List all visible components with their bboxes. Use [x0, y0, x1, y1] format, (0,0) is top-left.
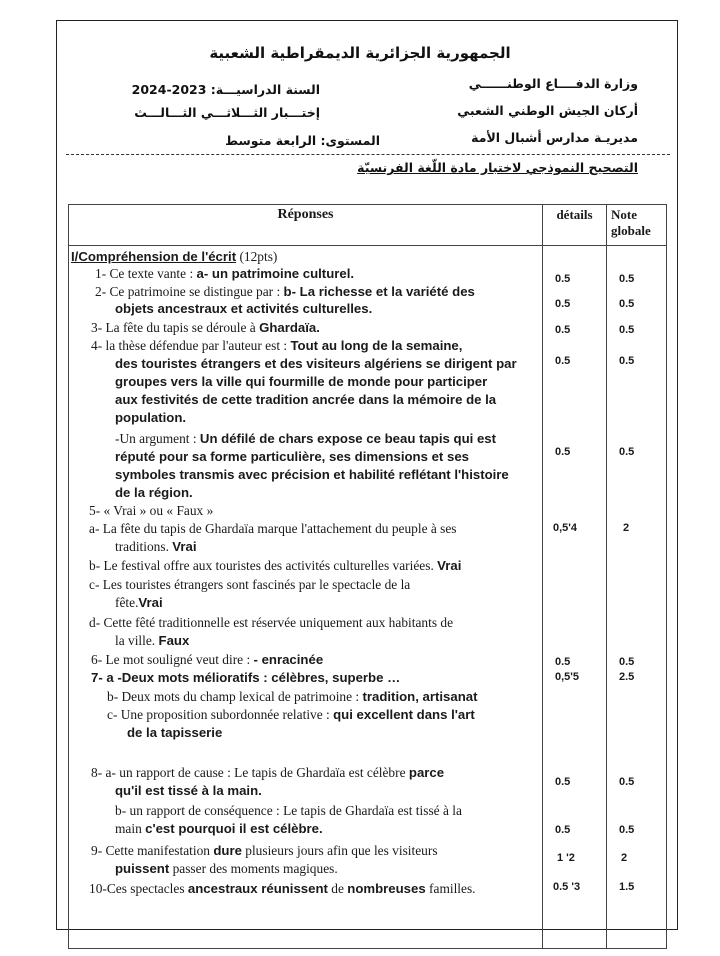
answer-q5: 5- « Vrai » ou « Faux »: [89, 503, 214, 518]
table-body-row: [69, 246, 667, 949]
answer-q4: 4- la thèse défendue par l'auteur est : Tout au long de la semaine,: [91, 338, 463, 353]
answers-table: [68, 204, 667, 949]
answer-q5b: b- Le festival offre aux touristes des activités culturelles variées. Vrai: [89, 558, 462, 573]
note-header-line2: globale: [611, 223, 651, 238]
note-header: [607, 205, 667, 246]
note-value: 0.5: [619, 324, 635, 336]
note-value: 2: [623, 522, 630, 534]
answer-q8b-cont: main c'est pourquoi il est célèbre.: [115, 821, 323, 836]
level-label: المستوى: الرابعة متوسط: [225, 133, 380, 148]
note-value: 0.5: [619, 355, 635, 367]
detail-value: 0.5: [555, 324, 571, 336]
answer-q7c-cont: de la tapisserie: [127, 725, 223, 740]
detail-value: 0.5: [555, 824, 571, 836]
detail-value: 0.5: [555, 355, 571, 367]
detail-value: 0.5 '3: [553, 881, 581, 893]
directorate-label: مديريـة مدارس أشبال الأمة: [471, 130, 638, 145]
note-value: 0.5: [619, 656, 635, 668]
republic-title: الجمهورية الجزائرية الديمقراطية الشعبية: [209, 44, 511, 62]
answer-q8a-cont: qu'il est tissé à la main.: [115, 783, 262, 798]
answer-q7a: 7- a -Deux mots mélioratifs : célèbres, superbe …: [91, 670, 401, 685]
notes-cell: [607, 246, 667, 949]
answer-q7b: b- Deux mots du champ lexical de patrimoine : tradition, artisanat: [107, 689, 478, 704]
responses-header: Réponses: [69, 205, 543, 246]
subject-title: التصحيح النموذجي لاختبار مادة اللّغة الفرنسيّة: [357, 160, 638, 175]
answer-q9: 9- Cette manifestation dure plusieurs jours afin que les visiteurs: [91, 843, 438, 858]
answer-q4-l4: aux festivités de cette tradition ancrée dans la mémoire de la: [115, 392, 497, 407]
answer-q4-argument: -Un argument : Un défilé de chars expose ce beau tapis qui est: [115, 431, 497, 446]
answer-q7c: c- Une proposition subordonnée relative : qui excellent dans l'art: [107, 707, 475, 722]
detail-value: 0.5: [555, 446, 571, 458]
details-header: détails: [543, 205, 607, 246]
detail-value: 0.5: [555, 273, 571, 285]
section-title: I/Compréhension de l'écrit (12pts): [71, 249, 278, 264]
detail-value: 0,5'4: [553, 522, 578, 534]
answer-q5d-cont: la ville. Faux: [115, 633, 190, 648]
answer-q5d: d- Cette fêté traditionnelle est réservée uniquement aux habitants de: [89, 615, 454, 630]
answer-q6: 6- Le mot souligné veut dire : - enracinée: [91, 652, 324, 667]
note-value: 0.5: [619, 273, 635, 285]
answer-q4-arg3: symboles transmis avec précision et habilité reflétant l'histoire: [115, 467, 509, 482]
note-value: 2.5: [619, 671, 635, 683]
responses-cell: [69, 246, 543, 949]
details-cell: [543, 246, 607, 949]
ministry-label: وزارة الدفــــاع الوطنــــــي: [468, 76, 638, 91]
note-value: 0.5: [619, 824, 635, 836]
answer-q4-l3: groupes vers la ville qui fourmille de monde pour participer: [115, 374, 488, 389]
answer-q4-l5: population.: [115, 410, 187, 425]
exam-label: إختـــبار الثـــلاثـــي الثـــالـــث: [134, 105, 320, 120]
staff-label: أركان الجيش الوطني الشعبي: [457, 103, 638, 118]
note-header-line1: Note: [611, 207, 637, 222]
header-separator: [66, 154, 670, 155]
answer-q1: 1- Ce texte vante : a- un patrimoine culturel.: [95, 266, 355, 281]
answer-q5c-cont: fête.Vrai: [115, 595, 163, 610]
answer-q9-cont: puissent passer des moments magiques.: [115, 861, 338, 876]
answer-q4-l2: des touristes étrangers et des visiteurs algériens se dirigent par: [115, 356, 517, 371]
detail-value: 1 '2: [557, 852, 575, 864]
school-year-label: السنة الدراسيـــة: 2023-2024: [131, 82, 320, 97]
answer-q3: 3- La fête du tapis se déroule à Ghardaïa.: [91, 320, 320, 335]
answer-q5c: c- Les touristes étrangers sont fascinés par le spectacle de la: [89, 577, 411, 592]
detail-value: 0,5'5: [555, 671, 580, 683]
note-value: 0.5: [619, 776, 635, 788]
answer-q2: 2- Ce patrimoine se distingue par : b- La richesse et la variété des: [95, 284, 475, 299]
detail-value: 0.5: [555, 298, 571, 310]
answer-q5a-cont: traditions. Vrai: [115, 539, 197, 554]
detail-value: 0.5: [555, 776, 571, 788]
note-value: 0.5: [619, 298, 635, 310]
answer-q4-arg4: de la région.: [115, 485, 193, 500]
answer-q2-cont: objets ancestraux et activités culturelles.: [115, 301, 373, 316]
answer-q8a: 8- a- un rapport de cause : Le tapis de Ghardaïa est célèbre parce: [91, 765, 445, 780]
note-value: 1.5: [619, 881, 635, 893]
answer-q4-arg2: réputé pour sa forme particulière, ses dimensions et ses: [115, 449, 469, 464]
answer-q10: 10-Ces spectacles ancestraux réunissent de nombreuses familles.: [89, 881, 476, 896]
answer-q8b: b- un rapport de conséquence : Le tapis de Ghardaïa est tissé à la: [115, 803, 462, 818]
answer-q5a: a- La fête du tapis de Ghardaïa marque l'attachement du peuple à ses: [89, 521, 457, 536]
note-value: 2: [621, 852, 628, 864]
detail-value: 0.5: [555, 656, 571, 668]
note-value: 0.5: [619, 446, 635, 458]
table-header-row: [69, 205, 667, 246]
